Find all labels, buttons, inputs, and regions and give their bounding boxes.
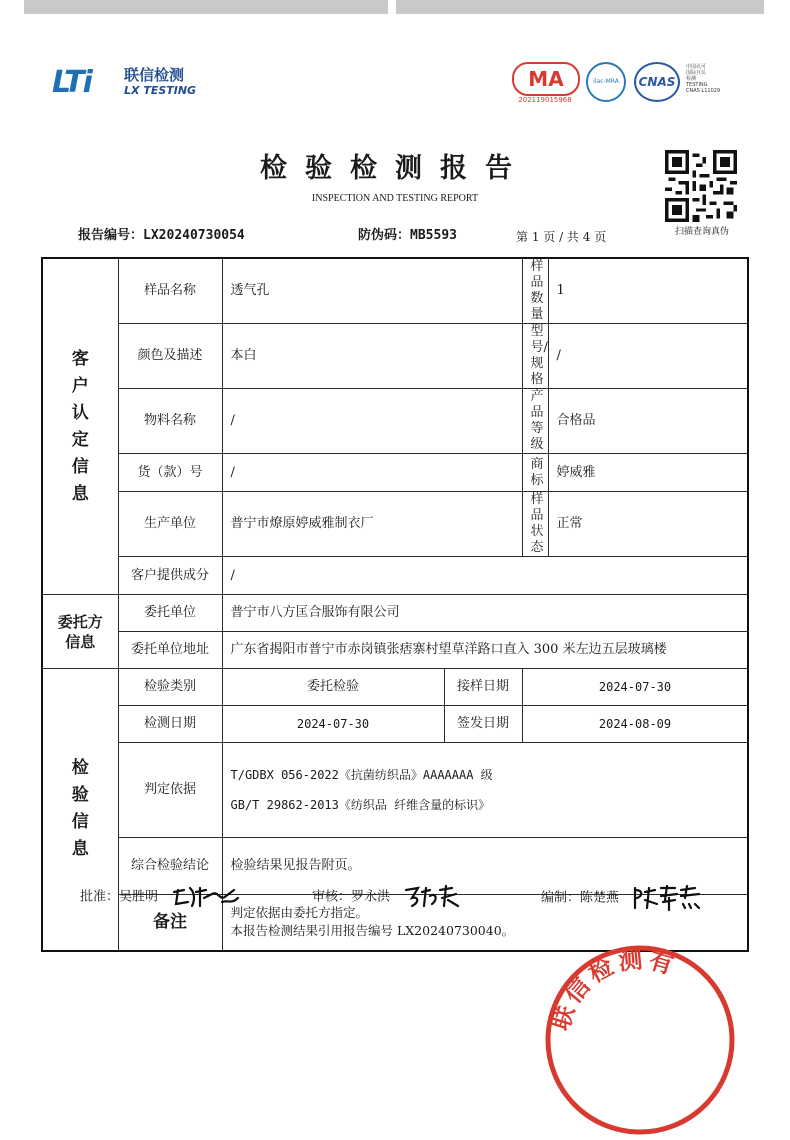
composition-value: / bbox=[222, 557, 748, 595]
table-row bbox=[42, 389, 748, 454]
table-row bbox=[42, 258, 748, 324]
receive-date-value: 2024-07-30 bbox=[522, 669, 748, 706]
basis-value bbox=[222, 743, 748, 838]
report-subtitle: INSPECTION AND TESTING REPORT bbox=[311, 193, 479, 204]
approve-signature bbox=[80, 884, 242, 910]
article-value: / bbox=[222, 454, 522, 492]
material-label: 物料名称 bbox=[118, 389, 222, 454]
model-value: / bbox=[548, 324, 748, 389]
qr-code-icon bbox=[665, 150, 737, 222]
logo-mark: LTi bbox=[52, 65, 91, 100]
cnas-text: CNAS bbox=[634, 62, 680, 102]
brand-label: 商标 bbox=[522, 454, 548, 492]
client-address-label: 委托单位地址 bbox=[118, 632, 222, 669]
model-label: 型号/规格 bbox=[522, 324, 548, 389]
receive-date-label: 接样日期 bbox=[444, 669, 522, 706]
cma-text: MA bbox=[512, 62, 580, 96]
top-image-strip-left bbox=[24, 0, 388, 14]
cnas-line: 中国认可 bbox=[686, 64, 707, 70]
top-image-strip-right bbox=[396, 0, 764, 14]
review-signature bbox=[312, 884, 462, 910]
table-row bbox=[42, 595, 748, 632]
client-address-value: 广东省揭阳市普宁市赤岗镇张痞寨村望草洋路口直入 300 米左边五层玻璃楼 bbox=[222, 632, 748, 669]
remark-line: 本报告检测结果引用报告编号 LX20240730040。 bbox=[230, 923, 515, 939]
report-table bbox=[41, 257, 749, 952]
table-row bbox=[42, 454, 748, 492]
compile-handwritten-signature bbox=[631, 884, 705, 912]
qr-caption: 扫描查询真伪 bbox=[674, 227, 729, 237]
table-row bbox=[42, 743, 748, 838]
manufacturer-label: 生产单位 bbox=[118, 492, 222, 557]
section-remark: 备注 bbox=[118, 895, 222, 951]
table-row bbox=[42, 324, 748, 389]
report-number bbox=[78, 228, 245, 244]
grade-label: 产品等级 bbox=[522, 389, 548, 454]
table-row bbox=[42, 557, 748, 595]
sample-state-value: 正常 bbox=[548, 492, 748, 557]
approve-handwritten-signature bbox=[170, 884, 242, 910]
sample-qty-value: 1 bbox=[548, 258, 748, 324]
page-info: 第 1 页 / 共 4 页 bbox=[516, 230, 607, 244]
basis-label: 判定依据 bbox=[118, 743, 222, 838]
section-client bbox=[42, 595, 118, 669]
compile-name: 陈楚燕 bbox=[580, 890, 620, 906]
section-inspection-label: 检验信息 bbox=[71, 758, 89, 860]
sample-name-label: 样品名称 bbox=[118, 258, 222, 324]
report-number-value: LX20240730054 bbox=[143, 228, 245, 243]
manufacturer-value: 普宁市燎原婷威雅制衣厂 bbox=[222, 492, 522, 557]
cnas-badge bbox=[634, 62, 680, 102]
brand-value: 婷威雅 bbox=[548, 454, 748, 492]
basis-line: GB/T 29862-2013《纺织品 纤维含量的标识》 bbox=[230, 798, 491, 812]
basis-line: T/GDBX 056-2022《抗菌纺织品》AAAAAAA 级 bbox=[230, 768, 493, 782]
remark-line: 判定依据由委托方指定。 bbox=[230, 905, 369, 921]
color-value: 本白 bbox=[222, 324, 522, 389]
table-row bbox=[42, 492, 748, 557]
sample-name-value: 透气孔 bbox=[222, 258, 522, 324]
sample-state-label: 样品状态 bbox=[522, 492, 548, 557]
anti-fake-label: 防伪码： bbox=[358, 228, 411, 243]
official-seal bbox=[540, 940, 740, 1140]
table-row bbox=[42, 706, 748, 743]
test-date-label: 检测日期 bbox=[118, 706, 222, 743]
review-handwritten-signature bbox=[402, 884, 462, 910]
ilac-badge bbox=[586, 62, 626, 102]
approve-name: 吴胜明 bbox=[119, 889, 159, 905]
client-unit-value: 普宁市八方匡合服饰有限公司 bbox=[222, 595, 748, 632]
test-type-value: 委托检验 bbox=[222, 669, 444, 706]
compile-signature bbox=[541, 884, 705, 912]
anti-fake-value: MB5593 bbox=[410, 228, 457, 243]
conclusion-value: 检验结果见报告附页。 bbox=[222, 838, 748, 895]
material-value: / bbox=[222, 389, 522, 454]
section-customer bbox=[42, 258, 118, 595]
ilac-text: ilac-MRA bbox=[586, 62, 626, 102]
cnas-line: TESTING bbox=[686, 82, 708, 88]
table-row bbox=[42, 632, 748, 669]
approve-label: 批准： bbox=[80, 889, 120, 905]
composition-label: 客户提供成分 bbox=[118, 557, 222, 595]
cnas-line: 国际互认 bbox=[686, 70, 707, 76]
svg-text:联信检测有 bbox=[546, 945, 680, 1033]
report-title: 检验检测报告 bbox=[260, 153, 530, 184]
section-customer-label: 客户认定信息 bbox=[71, 348, 89, 504]
table-row bbox=[42, 669, 748, 706]
conclusion-label: 综合检验结论 bbox=[118, 838, 222, 895]
company-logo bbox=[52, 64, 212, 104]
cnas-caption bbox=[686, 64, 720, 94]
article-label: 货（款）号 bbox=[118, 454, 222, 492]
grade-value: 合格品 bbox=[548, 389, 748, 454]
cnas-line: 检测 bbox=[686, 76, 697, 82]
section-client-label: 委托方信息 bbox=[57, 612, 103, 651]
test-date-value: 2024-07-30 bbox=[222, 706, 444, 743]
anti-fake-code bbox=[358, 228, 457, 244]
report-number-label: 报告编号： bbox=[78, 228, 144, 243]
cma-number: 202119015968 bbox=[518, 96, 572, 104]
issue-date-label: 签发日期 bbox=[444, 706, 522, 743]
color-label: 颜色及描述 bbox=[118, 324, 222, 389]
test-type-label: 检验类别 bbox=[118, 669, 222, 706]
cnas-line: CNAS L11029 bbox=[686, 88, 721, 94]
review-name: 罗永洪 bbox=[351, 889, 391, 905]
seal-text: 联信检测有 bbox=[546, 945, 681, 1034]
logo-en: LX TESTING bbox=[124, 84, 197, 97]
issue-date-value: 2024-08-09 bbox=[522, 706, 748, 743]
client-unit-label: 委托单位 bbox=[118, 595, 222, 632]
compile-label: 编制： bbox=[541, 890, 581, 906]
review-label: 审核： bbox=[312, 889, 352, 905]
cma-badge bbox=[512, 62, 578, 106]
logo-cn: 联信检测 bbox=[124, 66, 185, 84]
sample-qty-label: 样品数量 bbox=[522, 258, 548, 324]
